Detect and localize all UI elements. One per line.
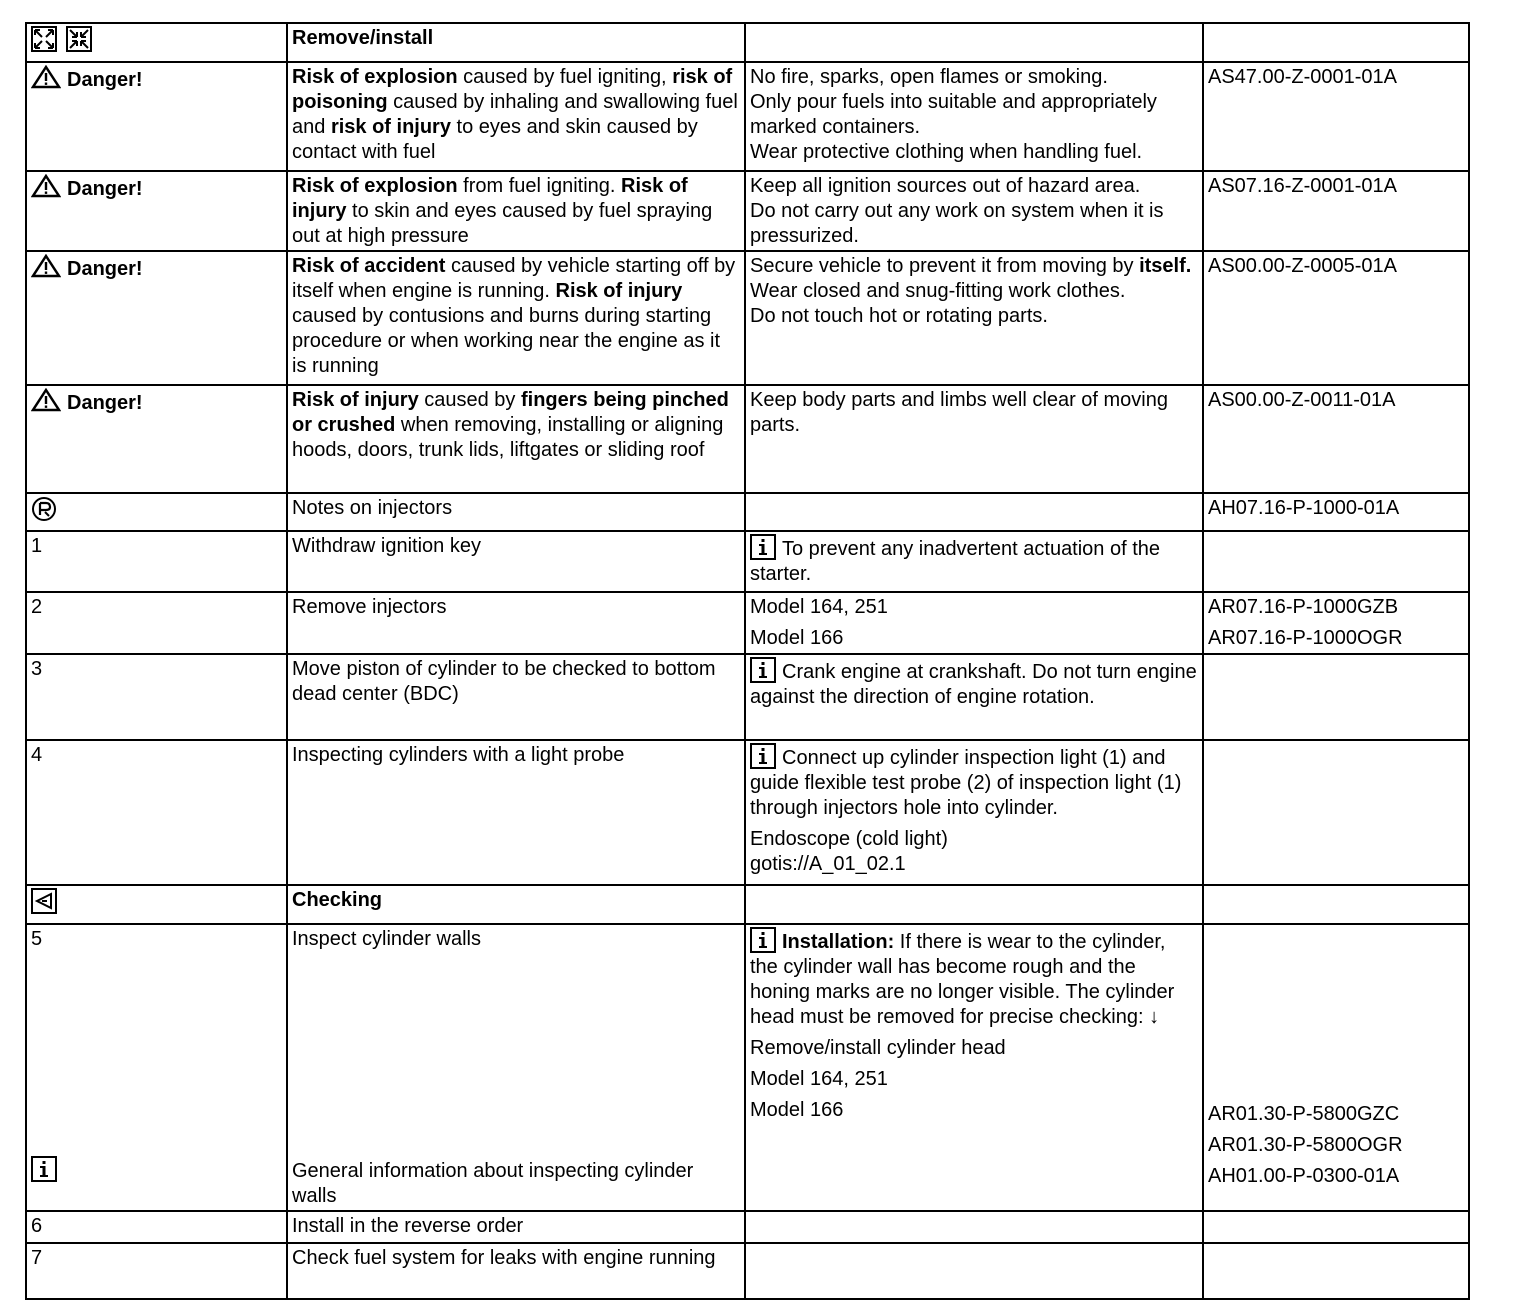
tool-link[interactable]: gotis://A_01_02.1 xyxy=(750,853,906,875)
table-row xyxy=(26,493,1469,531)
step-number: 3 xyxy=(31,658,43,680)
general-info-link: General information about inspecting cylinder walls xyxy=(292,1160,694,1207)
reference-code[interactable]: AS00.00-Z-0005-01A xyxy=(1208,255,1398,277)
table-row xyxy=(26,654,1469,740)
note-circle-icon xyxy=(31,496,57,522)
model-label: Model 166 xyxy=(750,627,844,649)
table-row xyxy=(26,171,1469,251)
table-row xyxy=(26,924,1469,1211)
danger-label: Danger! xyxy=(67,258,143,280)
header-icons-cell xyxy=(26,23,287,62)
section-title: Checking xyxy=(292,889,383,911)
step-text: Check fuel system for leaks with engine running xyxy=(292,1247,716,1269)
table-row xyxy=(26,531,1469,592)
step-note: Installation: If there is wear to the cylinder, the cylinder wall has become rough and the honing marks are no longer visible. The cylinder head must be removed for precise checking: ↓ Remove/install cylinder head Model 164, 251 Model 166 xyxy=(745,924,1203,1211)
step-number: 5 xyxy=(31,928,43,950)
step-text: Move piston of cylinder to be checked to bottom dead center (BDC) xyxy=(292,658,716,705)
table-row xyxy=(26,1243,1469,1299)
info-icon xyxy=(31,1156,57,1182)
warning-triangle-icon xyxy=(31,254,61,278)
reference-code[interactable]: AR01.30-P-5800GZC xyxy=(1208,1103,1400,1125)
hazard-description: Risk of explosion caused by fuel igniting, risk of poisoning caused by inhaling and swallowing fuel and risk of injury to eyes and skin caused by contact with fuel xyxy=(287,62,745,171)
step-text: Inspect cylinder walls xyxy=(292,928,481,950)
step-number: 4 xyxy=(31,744,43,766)
step-note: Connect up cylinder inspection light (1) and guide flexible test probe (2) of inspection light (1) through injectors hole into cylinder. Endoscope (cold light) gotis://A_01_02.1 xyxy=(745,740,1203,885)
table-row xyxy=(26,385,1469,493)
reference-code[interactable]: AR07.16-P-1000GZB xyxy=(1208,596,1399,618)
hazard-description: Risk of explosion from fuel igniting. Risk of injury to skin and eyes caused by fuel spraying out at high pressure xyxy=(287,171,745,251)
warning-triangle-icon xyxy=(31,65,61,89)
safety-measures: Secure vehicle to prevent it from moving by itself. Wear closed and snug-fitting work clothes. Do not touch hot or rotating parts. xyxy=(745,251,1203,385)
danger-label: Danger! xyxy=(67,178,143,200)
info-icon xyxy=(750,927,776,953)
arrow-down-icon: ↓ xyxy=(1149,1006,1160,1028)
step-note: To prevent any inadvertent actuation of the starter. xyxy=(745,531,1203,592)
remove-icon xyxy=(31,26,57,52)
hazard-description: Risk of accident caused by vehicle starting off by itself when engine is running. Risk of injury caused by contusions and burns during starting procedure or when working near the engine as it is running xyxy=(287,251,745,385)
hazard-description: Risk of injury caused by fingers being pinched or crushed when removing, installing or aligning hoods, doors, trunk lids, liftgates or sliding roof xyxy=(287,385,745,493)
info-icon xyxy=(750,743,776,769)
model-label: Model 164, 251 xyxy=(750,1068,888,1090)
safety-measures: Keep body parts and limbs well clear of moving parts. xyxy=(745,385,1203,493)
step-number: 6 xyxy=(31,1215,43,1237)
reference-code[interactable]: AR01.30-P-5800OGR xyxy=(1208,1134,1403,1156)
warning-triangle-icon xyxy=(31,388,61,412)
procedure-table xyxy=(25,22,1470,1300)
step-number: 1 xyxy=(31,535,43,557)
step-text: Inspecting cylinders with a light probe xyxy=(292,744,625,766)
reference-code[interactable]: AR07.16-P-1000OGR xyxy=(1208,627,1403,649)
table-row xyxy=(26,740,1469,885)
safety-measures: No fire, sparks, open flames or smoking. Only pour fuels into suitable and appropriately marked containers. Wear protective clothing when handling fuel. xyxy=(745,62,1203,171)
table-row xyxy=(26,592,1469,654)
table-row xyxy=(26,62,1469,171)
model-label: Model 164, 251 xyxy=(750,596,888,618)
table-row xyxy=(26,23,1469,62)
danger-label: Danger! xyxy=(67,392,143,414)
model-label: Model 166 xyxy=(750,1099,844,1121)
step-text: Remove injectors xyxy=(292,596,447,618)
info-icon xyxy=(750,657,776,683)
checking-icon xyxy=(31,888,57,914)
reference-code[interactable]: AS07.16-Z-0001-01A xyxy=(1208,175,1398,197)
safety-measures: Keep all ignition sources out of hazard area. Do not carry out any work on system when it is pressurized. xyxy=(745,171,1203,251)
reference-code[interactable]: AS47.00-Z-0001-01A xyxy=(1208,66,1398,88)
sub-step: Remove/install cylinder head xyxy=(750,1037,1006,1059)
step-text: Withdraw ignition key xyxy=(292,535,481,557)
reference-code[interactable]: AH07.16-P-1000-01A xyxy=(1208,497,1400,519)
reference-code[interactable]: AH01.00-P-0300-01A xyxy=(1208,1165,1400,1187)
step-number: 2 xyxy=(31,596,43,618)
warning-triangle-icon xyxy=(31,174,61,198)
info-icon xyxy=(750,534,776,560)
step-note: Crank engine at crankshaft. Do not turn engine against the direction of engine rotation. xyxy=(745,654,1203,740)
step-text: Install in the reverse order xyxy=(292,1215,524,1237)
reference-code[interactable]: AS00.00-Z-0011-01A xyxy=(1208,389,1396,411)
section-title: Remove/install xyxy=(292,27,434,49)
notes-link: Notes on injectors xyxy=(292,497,453,519)
table-row xyxy=(26,885,1469,924)
table-row xyxy=(26,1211,1469,1243)
danger-label: Danger! xyxy=(67,69,143,91)
step-number: 7 xyxy=(31,1247,43,1269)
table-row xyxy=(26,251,1469,385)
tool-name: Endoscope (cold light) xyxy=(750,828,948,850)
install-icon xyxy=(66,26,92,52)
